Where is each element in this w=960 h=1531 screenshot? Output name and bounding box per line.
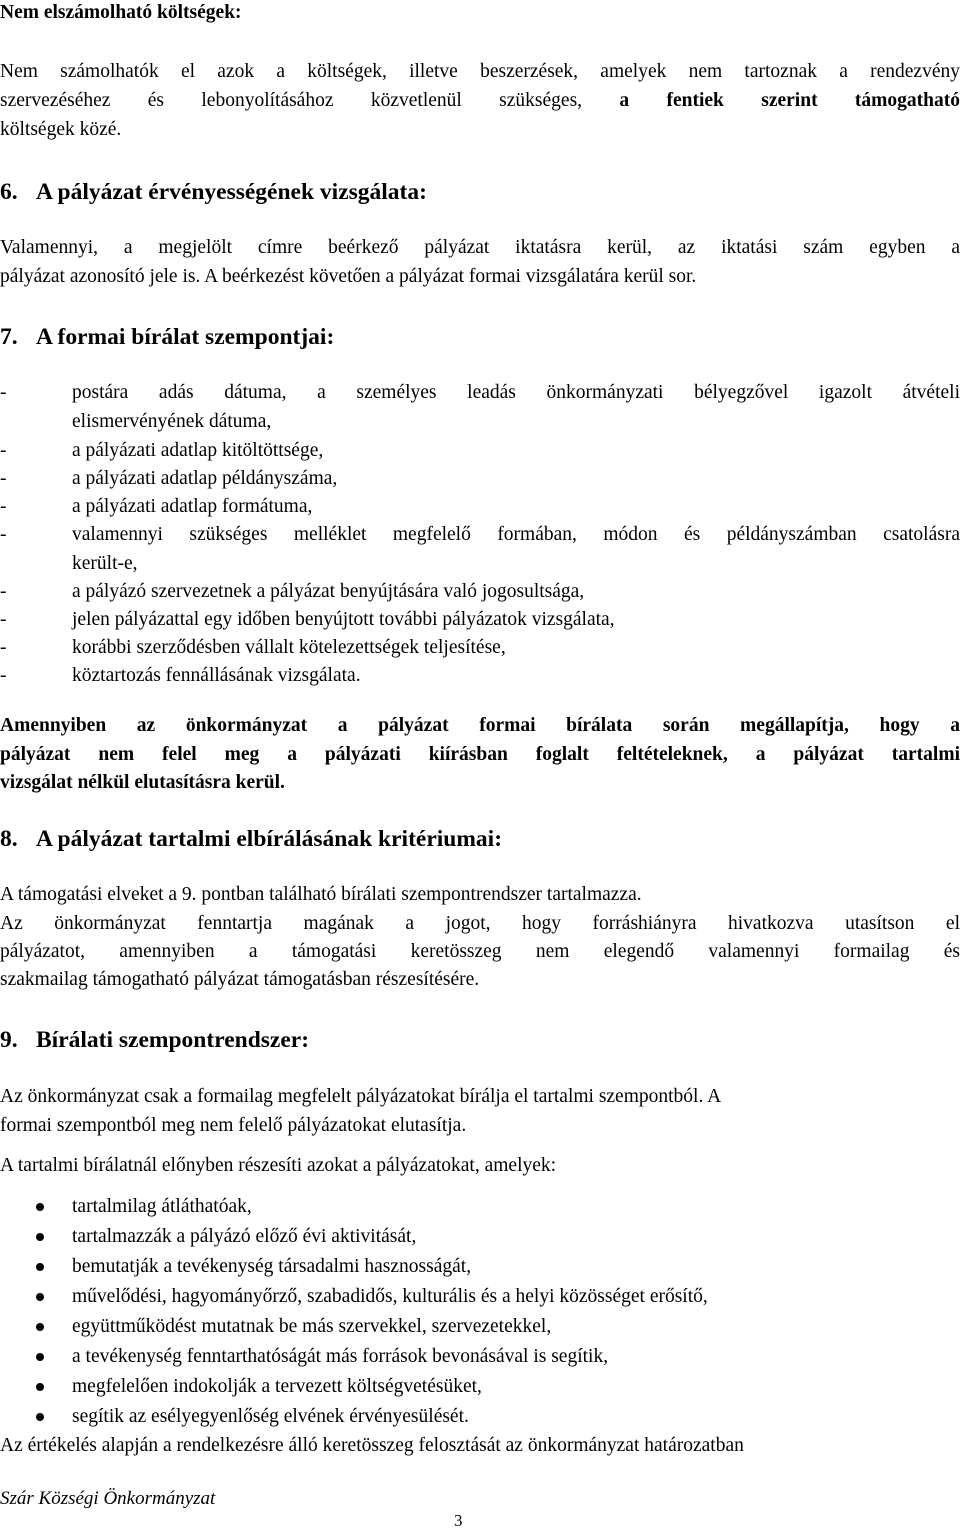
noncost-paragraph-line bbox=[0, 86, 960, 115]
section-8-line: Az önkormányzat fenntartja magának a jogot, hogy forráshiányra hivatkozva utasítson el bbox=[0, 913, 960, 934]
bullet-icon bbox=[36, 1353, 44, 1361]
list-dash: - bbox=[0, 609, 7, 630]
section-9-number: 9. bbox=[0, 1027, 18, 1053]
formal-rejection-line: Amennyiben az önkormányzat a pályázat formai bírálata során megállapítja, hogy a bbox=[0, 715, 960, 736]
bullet-item: megfelelően indokolják a tervezett költségvetésüket, bbox=[72, 1376, 482, 1397]
section-9-heading bbox=[0, 1025, 309, 1055]
bullet-icon bbox=[36, 1293, 44, 1301]
list-dash: - bbox=[0, 440, 7, 461]
list-item: elismervényének dátuma, bbox=[72, 411, 272, 432]
bullet-icon bbox=[36, 1203, 44, 1211]
formal-rejection-line: vizsgálat nélkül elutasításra kerül. bbox=[0, 772, 285, 793]
noncost-text: szervezéséhez és lebonyolításához közvetlenül szükséges, bbox=[0, 90, 583, 111]
list-item: postára adás dátuma, a személyes leadás önkormányzati bélyegzővel igazolt átvételi bbox=[72, 382, 960, 403]
section-7-title: A formai bírálat szempontjai: bbox=[36, 324, 335, 350]
list-item: köztartozás fennállásának vizsgálata. bbox=[72, 665, 361, 686]
list-dash: - bbox=[0, 637, 7, 658]
bullet-icon bbox=[36, 1413, 44, 1421]
noncost-bold-text: a fentiek szerint támogatható bbox=[619, 90, 960, 111]
list-item: a pályázati adatlap kitöltöttsége, bbox=[72, 440, 324, 461]
formal-rejection-line: pályázat nem felel meg a pályázati kiírásban foglalt feltételeknek, a pályázat tartalmi bbox=[0, 744, 960, 765]
list-dash: - bbox=[0, 496, 7, 517]
bullet-icon bbox=[36, 1383, 44, 1391]
list-dash: - bbox=[0, 524, 7, 545]
section-8-line: pályázatot, amennyiben a támogatási keretösszeg nem elegendő valamennyi formailag és bbox=[0, 941, 960, 962]
section-9-line: formai szempontból meg nem felelő pályázatokat elutasítja. bbox=[0, 1115, 467, 1136]
section-9-line: Az önkormányzat csak a formailag megfelelt pályázatokat bírálja el tartalmi szempontból. A bbox=[0, 1086, 722, 1107]
page-number: 3 bbox=[454, 1511, 463, 1530]
list-dash: - bbox=[0, 581, 7, 602]
bullet-item: tartalmazzák a pályázó előző évi aktivitását, bbox=[72, 1226, 417, 1247]
section-7-number: 7. bbox=[0, 324, 18, 350]
list-item: került-e, bbox=[72, 553, 138, 574]
bullet-item: tartalmilag átláthatóak, bbox=[72, 1196, 252, 1217]
list-dash: - bbox=[0, 382, 7, 403]
section-6-number: 6. bbox=[0, 179, 18, 205]
section-6-title: A pályázat érvényességének vizsgálata: bbox=[36, 179, 427, 205]
section-6-line: Valamennyi, a megjelölt címre beérkező pályázat iktatásra kerül, az iktatási szám egyben a bbox=[0, 237, 960, 258]
bullet-icon bbox=[36, 1233, 44, 1241]
list-item: a pályázati adatlap példányszáma, bbox=[72, 468, 338, 489]
list-dash: - bbox=[0, 468, 7, 489]
list-dash: - bbox=[0, 665, 7, 686]
section-9-title: Bírálati szempontrendszer: bbox=[36, 1027, 310, 1053]
section-8-heading bbox=[0, 824, 502, 854]
list-item: korábbi szerződésben vállalt kötelezettségek teljesítése, bbox=[72, 637, 506, 658]
section-8-title: A pályázat tartalmi elbírálásának kritériumai: bbox=[36, 826, 503, 852]
list-item: a pályázati adatlap formátuma, bbox=[72, 496, 313, 517]
closing-line: Az értékelés alapján a rendelkezésre álló keretösszeg felosztását az önkormányzat határozatban bbox=[0, 1435, 744, 1456]
section-8-line: szakmailag támogatható pályázat támogatásban részesítésére. bbox=[0, 969, 480, 990]
bullet-item: segítik az esélyegyenlőség elvének érvényesülését. bbox=[72, 1406, 469, 1427]
section-9-line: A tartalmi bírálatnál előnyben részesíti azokat a pályázatokat, amelyek: bbox=[0, 1155, 557, 1176]
bullet-icon bbox=[36, 1263, 44, 1271]
section-6-heading bbox=[0, 177, 427, 207]
section-6-line: pályázat azonosító jele is. A beérkezést követően a pályázat formai vizsgálatára kerül sor. bbox=[0, 266, 697, 287]
list-item: jelen pályázattal egy időben benyújtott további pályázatok vizsgálata, bbox=[72, 609, 615, 630]
bullet-item: bemutatják a tevékenység társadalmi hasznosságát, bbox=[72, 1256, 472, 1277]
section-8-line: A támogatási elveket a 9. pontban található bírálati szempontrendszer tartalmazza. bbox=[0, 884, 642, 905]
bullet-item: együttműködést mutatnak be más szervekkel, szervezetekkel, bbox=[72, 1316, 552, 1337]
list-item: a pályázó szervezetnek a pályázat benyújtására való jogosultsága, bbox=[72, 581, 585, 602]
bullet-item: a tevékenység fenntarthatóságát más források bevonásával is segítik, bbox=[72, 1346, 609, 1367]
section-8-number: 8. bbox=[0, 826, 18, 852]
footer-organization: Szár Községi Önkormányzat bbox=[0, 1488, 216, 1509]
noncost-heading: Nem elszámolható költségek: bbox=[0, 2, 242, 23]
bullet-icon bbox=[36, 1323, 44, 1331]
list-item: valamennyi szükséges melléklet megfelelő formában, módon és példányszámban csatolásra bbox=[72, 524, 960, 545]
noncost-paragraph-line: költségek közé. bbox=[0, 119, 122, 140]
noncost-paragraph-line: Nem számolhatók el azok a költségek, illetve beszerzések, amelyek nem tartoznak a rendezvény bbox=[0, 61, 960, 82]
section-7-heading bbox=[0, 322, 334, 352]
bullet-item: művelődési, hagyományőrző, szabadidős, kulturális és a helyi közösséget erősítő, bbox=[72, 1286, 708, 1307]
